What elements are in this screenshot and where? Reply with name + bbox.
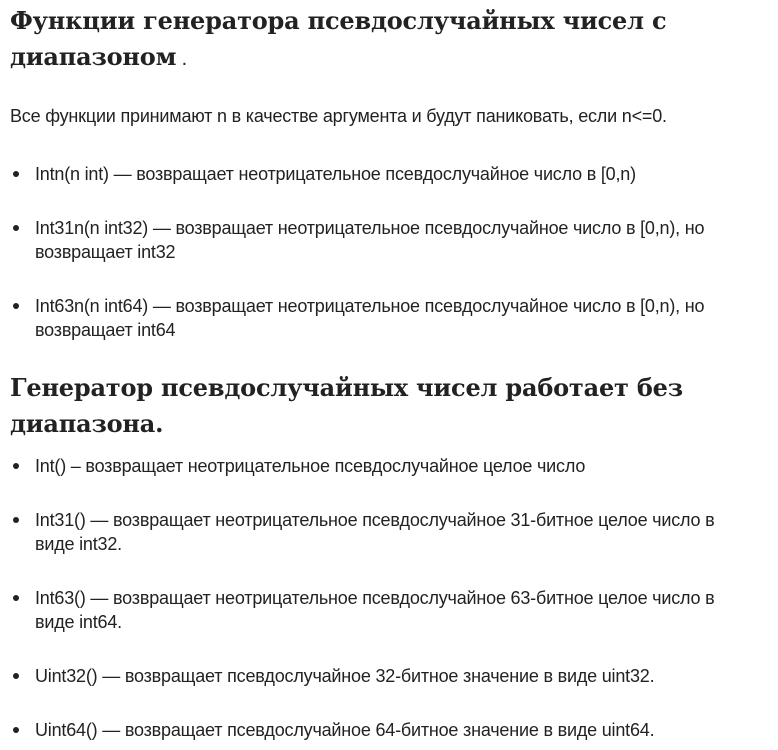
list-item-text: Uint64() — возвращает псевдослучайное 64-битное значение в виде uint64. [35,720,655,740]
list-item [10,162,755,186]
bullet-icon [13,171,19,177]
list-item [10,454,755,478]
bullet-icon [13,517,19,523]
bullet-icon [13,463,19,469]
list-item-text: Uint32() — возвращает псевдослучайное 32-битное значение в виде uint32. [35,666,655,686]
bullet-icon [13,673,19,679]
intro-paragraph: Все функции принимают n в качестве аргумента и будут паниковать, если n<=0. [10,106,667,126]
section-heading-range-text: Функции генератора псевдослучайных чисел с диапазоном [10,6,667,71]
list-item-text: Int31() — возвращает неотрицательное псевдослучайное 31-битное целое число в виде int32. [35,510,715,554]
bullet-icon [13,303,19,309]
list-item-text: Intn(n int) — возвращает неотрицательное псевдослучайное число в [0,n) [35,164,636,184]
section-heading-range-tail: . [176,48,187,70]
list-item [10,586,755,634]
bullet-icon [13,595,19,601]
list-item-text: Int63n(n int64) — возвращает неотрицательное псевдослучайное число в [0,n), но возвращает int64 [35,296,705,340]
list-item [10,664,755,688]
bullet-icon [13,727,19,733]
list-item [10,718,755,742]
section-heading-range [10,3,710,77]
list-item-text: Int63() — возвращает неотрицательное псевдослучайное 63-битное целое число в виде int64. [35,588,715,632]
list-item [10,294,755,342]
section-heading-no-range: Генератор псевдослучайных чисел работает без диапазона. [10,373,683,438]
bullet-icon [13,225,19,231]
list-item-text: Int() – возвращает неотрицательное псевдослучайное целое число [35,456,586,476]
list-item-text: Int31n(n int32) — возвращает неотрицательное псевдослучайное число в [0,n), но возвращает int32 [35,218,705,262]
list-item [10,508,755,556]
list-item [10,216,755,264]
